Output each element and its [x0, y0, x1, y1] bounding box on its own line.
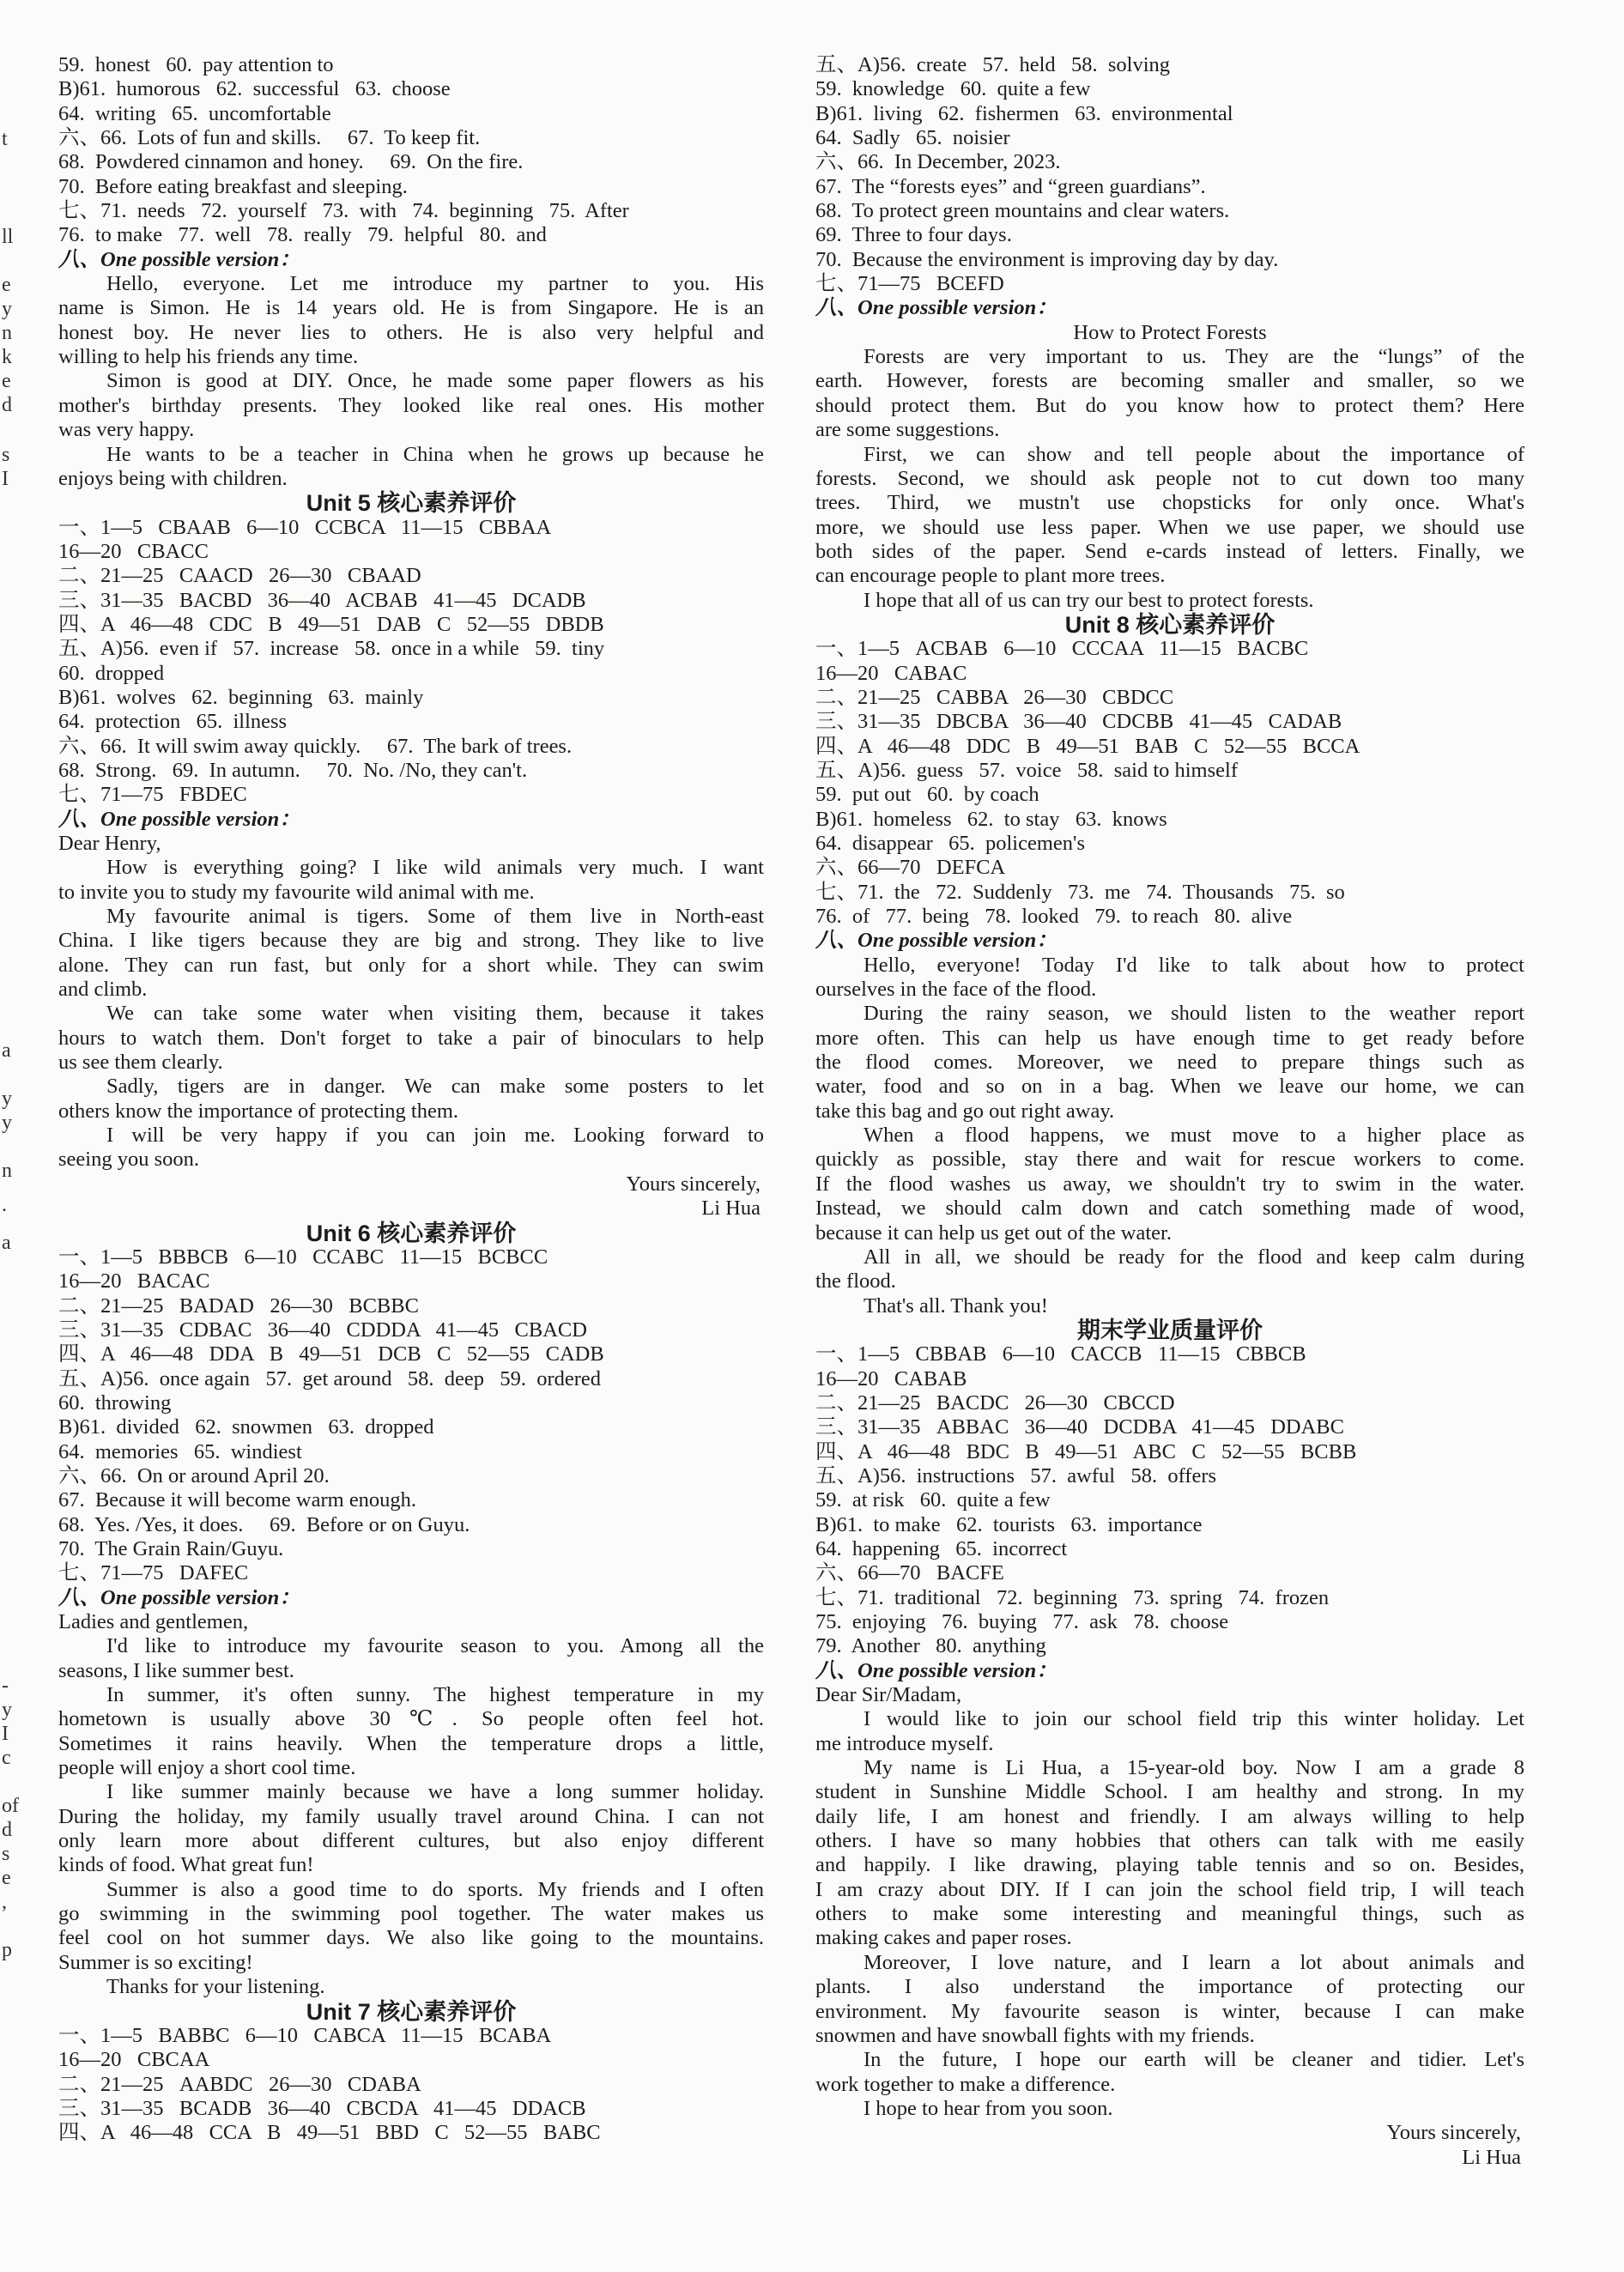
essay-line: water, food and so on in a bag. When we leave our home, we can [815, 1075, 1524, 1099]
answer-line: 七、71—75 DAFEC [58, 1561, 249, 1585]
essay-line: others. I have so many hobbies that others can talk with me easily [815, 1829, 1524, 1853]
answer-line: 五、A)56. even if 57. increase 58. once in a while 59. tiny [58, 637, 605, 661]
essay-label: 八、One possible version： [815, 1658, 1057, 1682]
answer-line: 七、71—75 FBDEC [58, 783, 247, 807]
essay-line: I hope to hear from you soon. [864, 2096, 1113, 2120]
answer-line: 16—20 CABAC [815, 661, 967, 685]
edge-fragment: n [2, 1160, 12, 1182]
answer-line: 一、1—5 CBBAB 6—10 CACCB 11—15 CBBCB [815, 1342, 1306, 1366]
essay-line: others know the importance of protecting them. [58, 1099, 459, 1123]
answer-line: 五、A)56. once again 57. get around 58. deep 59. ordered [58, 1366, 602, 1390]
answer-line: 三、31—35 BCADB 36—40 CBCDA 41—45 DDACB [58, 2096, 586, 2120]
essay-line: ourselves in the face of the flood. [815, 978, 1097, 1002]
essay-line: Moreover, I love nature, and I learn a lot about animals and [864, 1950, 1524, 1974]
essay-line: are some suggestions. [815, 418, 1000, 442]
essay-line: I am crazy about DIY. If I can join the school field trip, I will teach [815, 1877, 1524, 1901]
essay-line: All in all, we should be ready for the flood and keep calm during [864, 1245, 1524, 1269]
answer-line: 64. happening 65. incorrect [815, 1536, 1068, 1560]
essay-line: If the flood washes us away, we shouldn't try to swim in the water. [815, 1172, 1524, 1196]
answer-line: B)61. to make 62. tourists 63. importance [815, 1512, 1203, 1536]
answer-line: B)61. divided 62. snowmen 63. dropped [58, 1415, 434, 1439]
answer-line: 二、21—25 AABDC 26—30 CDABA [58, 2072, 421, 2096]
essay-line: I will be very happy if you can join me. Looking forward to [106, 1124, 764, 1148]
edge-fragment: y [2, 1699, 12, 1721]
edge-fragment: e [2, 274, 11, 296]
answer-line: 五、A)56. create 57. held 58. solving [815, 53, 1171, 76]
answer-line: 64. Sadly 65. noisier [815, 126, 1010, 150]
essay-line: I'd like to introduce my favourite season to you. Among all the [106, 1634, 764, 1658]
essay-label: 八、One possible version： [58, 807, 300, 831]
answer-line: 二、21—25 BADAD 26—30 BCBBC [58, 1294, 419, 1318]
edge-fragment: p [2, 1939, 12, 1961]
answer-line: 二、21—25 BACDC 26—30 CBCCD [815, 1390, 1175, 1415]
signature-line: Yours sincerely, [626, 1172, 760, 1196]
essay-line: How is everything going? I like wild animals very much. I want [106, 856, 764, 880]
essay-line: should protect them. But do you know how to protect them? Here [815, 393, 1524, 417]
answer-line: 59. honest 60. pay attention to [58, 53, 334, 76]
edge-fragment: . [2, 1194, 7, 1216]
right-column [815, 53, 1524, 2170]
essay-line: kinds of food. What great fun! [58, 1853, 314, 1877]
essay-line: both sides of the paper. Send e-cards instead of letters. Finally, we [815, 539, 1524, 563]
answer-line: B)61. wolves 62. beginning 63. mainly [58, 685, 424, 709]
answer-line: 四、A 46—48 CDC B 49—51 DAB C 52—55 DBDB [58, 612, 604, 636]
essay-line: Simon is good at DIY. Once, he made some paper flowers as his [106, 369, 764, 393]
essay-line: making cakes and paper roses. [815, 1926, 1072, 1950]
answer-line: 三、31—35 BACBD 36—40 ACBAB 41—45 DCADB [58, 588, 586, 612]
essay-line: environment. My favourite season is winter, because I can make [815, 1999, 1524, 2023]
answer-line: 五、A)56. guess 57. voice 58. said to himself [815, 758, 1238, 782]
signature-line: Li Hua [701, 1197, 760, 1221]
essay-label: 八、One possible version： [58, 1585, 300, 1609]
section-heading: Unit 8 核心素养评价 [1064, 611, 1276, 638]
essay-line: Summer is also a good time to do sports. My friends and I often [106, 1877, 764, 1901]
essay-label: 八、One possible version： [815, 929, 1057, 953]
essay-line: others to make some interesting and meaningful things, such as [815, 1902, 1524, 1926]
answer-line: 68. Powdered cinnamon and honey. 69. On the fire. [58, 150, 524, 174]
edge-fragment: k [2, 346, 12, 368]
section-heading: Unit 5 核心素养评价 [306, 490, 517, 517]
essay-line: Hello, everyone. Let me introduce my partner to you. His [106, 272, 764, 296]
signature-line: Li Hua [1462, 2145, 1521, 2169]
answer-line: 七、71—75 BCEFD [815, 272, 1004, 296]
essay-line: Sometimes it rains heavily. When the temperature drops a little, [58, 1731, 764, 1755]
answer-line: 七、71. traditional 72. beginning 73. spring 74. frozen [815, 1585, 1330, 1609]
essay-line: I hope that all of us can try our best to protect forests. [864, 588, 1314, 612]
edge-fragment: d [2, 394, 12, 416]
edge-fragment: , [2, 1891, 7, 1913]
edge-fragment: d [2, 1819, 12, 1841]
essay-line: forests. Second, we should ask people not to cut down too many [815, 466, 1524, 490]
essay-line: can encourage people to plant more trees. [815, 564, 1166, 588]
left-column [58, 53, 764, 2146]
signature-line: Yours sincerely, [1386, 2121, 1521, 2145]
essay-line: and happily. I like drawing, playing table tennis and so on. Besides, [815, 1853, 1524, 1877]
essay-line: people will enjoy a short cool time. [58, 1756, 356, 1780]
essay-line: My name is Li Hua, a 15-year-old boy. Now I am a grade 8 [864, 1756, 1524, 1780]
answer-line: 七、71. needs 72. yourself 73. with 74. beginning 75. After [58, 199, 629, 223]
edge-fragment: t [2, 128, 8, 150]
answer-line: 二、21—25 CABBA 26—30 CBDCC [815, 685, 1174, 709]
essay-line: seeing you soon. [58, 1148, 199, 1172]
essay-line: honest boy. He never lies to others. He is also very helpful and [58, 320, 764, 344]
essay-line: more, we should use less paper. When we use paper, we should use [815, 515, 1524, 539]
answer-line: 68. To protect green mountains and clear waters. [815, 199, 1230, 223]
essay-line: He wants to be a teacher in China when he grows up because he [106, 442, 764, 466]
section-heading: 期末学业质量评价 [1077, 1317, 1263, 1343]
answer-line: 64. memories 65. windiest [58, 1439, 302, 1463]
essay-line: was very happy. [58, 418, 195, 442]
answer-line: Dear Henry, [58, 832, 161, 855]
essay-line: Sadly, tigers are in danger. We can make some posters to let [106, 1075, 764, 1099]
answer-line: 六、66. In December, 2023. [815, 150, 1061, 174]
answer-line: 四、A 46—48 DDC B 49—51 BAB C 52—55 BCCA [815, 734, 1360, 758]
answer-line: 六、66. On or around April 20. [58, 1463, 330, 1487]
answer-line: 59. knowledge 60. quite a few [815, 77, 1091, 101]
answer-line: 67. The “forests eyes” and “green guardians”. [815, 174, 1206, 198]
edge-fragment: n [2, 322, 12, 344]
answer-line: 三、31—35 DBCBA 36—40 CDCBB 41—45 CADAB [815, 710, 1342, 734]
essay-line: only learn more about different cultures, but also enjoy different [58, 1829, 764, 1853]
edge-fragment: e [2, 370, 11, 392]
essay-line: the flood comes. Moreover, we need to prepare things such as [815, 1051, 1524, 1075]
answer-line: 五、A)56. instructions 57. awful 58. offers [815, 1463, 1217, 1487]
edge-fragment: of [2, 1795, 19, 1817]
essay-line: alone. They can run fast, but only for a short while. They can swim [58, 953, 764, 977]
edge-fragment: a [2, 1232, 11, 1254]
answer-line: 一、1—5 CBAAB 6—10 CCBCA 11—15 CBBAA [58, 515, 552, 539]
answer-line: 70. The Grain Rain/Guyu. [58, 1536, 284, 1560]
essay-line: We can take some water when visiting them, because it takes [106, 1002, 764, 1026]
essay-line: name is Simon. He is 14 years old. He is from Singapore. He is an [58, 296, 764, 320]
essay-line: Forests are very important to us. They are the “lungs” of the [864, 345, 1524, 369]
answer-line: 69. Three to four days. [815, 223, 1012, 247]
section-heading: Unit 7 核心素养评价 [306, 1998, 517, 2025]
essay-line: feel cool on hot summer days. We also like going to the mountains. [58, 1926, 764, 1950]
essay-line: Summer is so exciting! [58, 1950, 253, 1974]
answer-line: 一、1—5 ACBAB 6—10 CCCAA 11—15 BACBC [815, 637, 1309, 661]
essay-line: us see them clearly. [58, 1051, 223, 1075]
essay-label: 八、One possible version： [815, 296, 1057, 320]
essay-line: me introduce myself. [815, 1731, 994, 1755]
essay-line: seasons, I like summer best. [58, 1658, 294, 1682]
essay-line: hours to watch them. Don't forget to take a pair of binoculars to help [58, 1026, 764, 1050]
answer-line: B)61. living 62. fishermen 63. environmental [815, 101, 1233, 125]
edge-fragment: ll [2, 226, 14, 248]
answer-line: 60. dropped [58, 661, 165, 685]
essay-line: When a flood happens, we must move to a higher place as [864, 1124, 1524, 1148]
essay-line: That's all. Thank you! [864, 1294, 1048, 1318]
answer-line: 六、66. Lots of fun and skills. 67. To keep fit. [58, 126, 481, 150]
answer-line: 64. writing 65. uncomfortable [58, 101, 331, 125]
left-edge-fragments [0, 0, 19, 2272]
essay-line: China. I like tigers because they are big and strong. They like to live [58, 929, 764, 953]
answer-line: 16—20 CABAB [815, 1366, 967, 1390]
essay-line: go swimming in the swimming pool together. The water makes us [58, 1902, 764, 1926]
essay-line: During the holiday, my family usually travel around China. I can not [58, 1804, 764, 1828]
essay-line: enjoys being with children. [58, 466, 288, 490]
answer-line: Dear Sir/Madam, [815, 1683, 962, 1707]
essay-line: snowmen and have snowball fights with my friends. [815, 2023, 1255, 2047]
essay-line: mother's birthday presents. They looked like real ones. His mother [58, 393, 764, 417]
essay-line: I would like to join our school field trip this winter holiday. Let [864, 1707, 1524, 1731]
answer-line: 16—20 CBCAA [58, 2048, 210, 2072]
essay-line: more often. This can help us have enough time to get ready before [815, 1026, 1524, 1050]
essay-line: My favourite animal is tigers. Some of them live in North-east [106, 905, 764, 929]
essay-line: hometown is usually above 30℃. So people often feel hot. [58, 1707, 764, 1731]
essay-line: earth. However, forests are becoming smaller and smaller, so we [815, 369, 1524, 393]
answer-line: 三、31—35 CDBAC 36—40 CDDDA 41—45 CBACD [58, 1318, 587, 1342]
answer-line: 64. protection 65. illness [58, 710, 288, 734]
answer-line: 70. Before eating breakfast and sleeping. [58, 174, 408, 198]
answer-line: 60. throwing [58, 1390, 172, 1415]
essay-line: because it can help us get out of the water. [815, 1221, 1172, 1245]
essay-line: In the future, I hope our earth will be cleaner and tidier. Let's [864, 2048, 1524, 2072]
answer-line: 六、66. It will swim away quickly. 67. The bark of trees. [58, 734, 573, 758]
answer-line: 59. put out 60. by coach [815, 783, 1039, 807]
edge-fragment: y [2, 1112, 12, 1134]
edge-fragment: y [2, 298, 12, 320]
answer-line: B)61. homeless 62. to stay 63. knows [815, 807, 1167, 831]
answer-line: 16—20 CBACC [58, 539, 209, 563]
answer-line: 70. Because the environment is improving day by day. [815, 247, 1279, 271]
answer-line: 四、A 46—48 BDC B 49—51 ABC C 52—55 BCBB [815, 1439, 1357, 1463]
answer-line: 64. disappear 65. policemen's [815, 832, 1085, 855]
answer-line: 四、A 46—48 DDA B 49—51 DCB C 52—55 CADB [58, 1342, 604, 1366]
edge-fragment: I [2, 1723, 9, 1745]
essay-line: take this bag and go out right away. [815, 1099, 1115, 1123]
essay-title: How to Protect Forests [1073, 320, 1267, 344]
essay-line: trees. Third, we mustn't use chopsticks for only once. What's [815, 491, 1524, 515]
essay-line: and climb. [58, 978, 148, 1002]
answer-line: 75. enjoying 76. buying 77. ask 78. choose [815, 1610, 1229, 1633]
essay-line: In summer, it's often sunny. The highest temperature in my [106, 1683, 764, 1707]
edge-fragment: - [2, 1675, 9, 1697]
edge-fragment: c [2, 1747, 11, 1769]
answer-line: B)61. humorous 62. successful 63. choose [58, 77, 451, 101]
answer-line: 76. of 77. being 78. looked 79. to reach 80. alive [815, 905, 1293, 929]
edge-fragment: s [2, 444, 10, 466]
section-heading: Unit 6 核心素养评价 [306, 1220, 517, 1246]
answer-line: 79. Another 80. anything [815, 1634, 1046, 1658]
edge-fragment: a [2, 1039, 11, 1062]
answer-line: 三、31—35 ABBAC 36—40 DCDBA 41—45 DDABC [815, 1415, 1344, 1439]
essay-line: I like summer mainly because we have a long summer holiday. [106, 1780, 764, 1804]
answer-line: 一、1—5 BABBC 6—10 CABCA 11—15 BCABA [58, 2023, 552, 2047]
essay-line: daily life, I am honest and friendly. I am always willing to help [815, 1804, 1524, 1828]
answer-line: 68. Yes. /Yes, it does. 69. Before or on Guyu. [58, 1512, 470, 1536]
essay-line: to invite you to study my favourite wild animal with me. [58, 880, 535, 904]
edge-fragment: e [2, 1867, 11, 1889]
answer-line: 六、66—70 BACFE [815, 1561, 1004, 1585]
essay-line: Thanks for your listening. [106, 1975, 325, 1999]
answer-line: 四、A 46—48 CCA B 49—51 BBD C 52—55 BABC [58, 2121, 601, 2145]
answer-line: 一、1—5 BBBCB 6—10 CCABC 11—15 BCBCC [58, 1245, 548, 1269]
essay-line: the flood. [815, 1269, 896, 1294]
answer-line: 七、71. the 72. Suddenly 73. me 74. Thousands 75. so [815, 880, 1345, 904]
essay-line: plants. I also understand the importance of protecting our [815, 1975, 1524, 1999]
answer-line: 68. Strong. 69. In autumn. 70. No. /No, they can't. [58, 758, 528, 782]
essay-line: willing to help his friends any time. [58, 345, 359, 369]
essay-line: Hello, everyone! Today I'd like to talk about how to protect [864, 953, 1524, 977]
answer-line: Ladies and gentlemen, [58, 1610, 249, 1633]
edge-fragment: I [2, 468, 9, 490]
essay-line: quickly as possible, stay there and wait for rescue workers to come. [815, 1148, 1524, 1172]
answer-line: 六、66—70 DEFCA [815, 856, 1006, 880]
essay-label: 八、One possible version： [58, 247, 300, 271]
answer-line: 二、21—25 CAACD 26—30 CBAAD [58, 564, 421, 588]
edge-fragment: s [2, 1843, 10, 1865]
essay-line: During the rainy season, we should listen to the weather report [864, 1002, 1524, 1026]
essay-line: Instead, we should calm down and catch something made of wood, [815, 1197, 1524, 1221]
edge-fragment: y [2, 1088, 12, 1110]
essay-line: student in Sunshine Middle School. I am healthy and strong. In my [815, 1780, 1524, 1804]
answer-line: 76. to make 77. well 78. really 79. helpful 80. and [58, 223, 547, 247]
essay-line: work together to make a difference. [815, 2072, 1116, 2096]
answer-line: 67. Because it will become warm enough. [58, 1488, 417, 1512]
answer-line: 59. at risk 60. quite a few [815, 1488, 1051, 1512]
essay-line: First, we can show and tell people about the importance of [864, 442, 1524, 466]
answer-line: 16—20 BACAC [58, 1269, 210, 1294]
